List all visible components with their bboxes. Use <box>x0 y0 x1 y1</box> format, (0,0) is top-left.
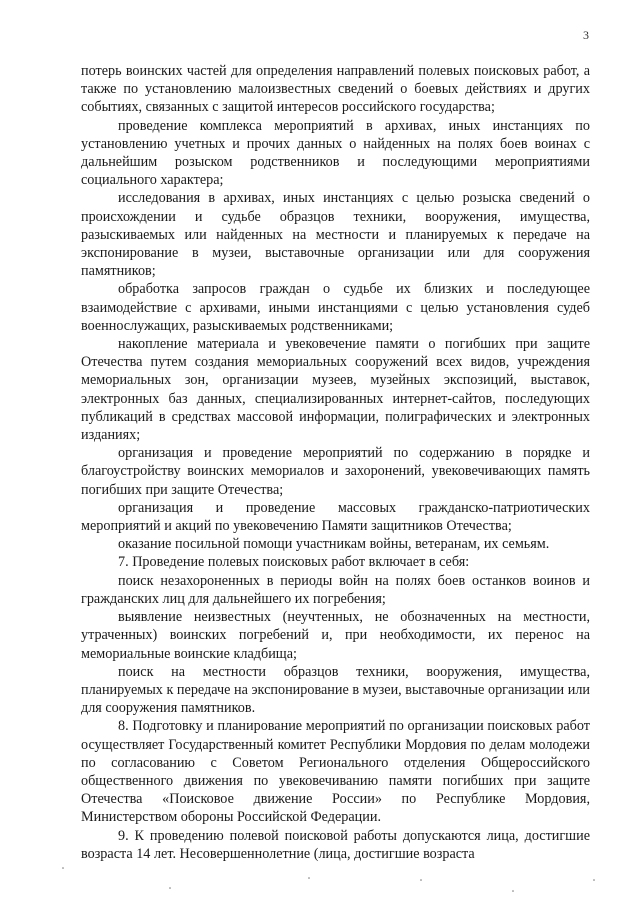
scan-dot <box>308 877 310 879</box>
paragraph-archive-research: исследования в архивах, иных инстанциях с целью розыска сведений о происхождении и судьбе образцов техники, вооружения, имущества, разыскиваемых или найденных на местности и планируемых к передаче на экспонирование в музеи, выставочные организации или для сооружения памятников; <box>81 190 590 280</box>
paragraph-unknown-graves: выявление неизвестных (неучтенных, не обозначенных на местности, утраченных) воинских погребений и, при необходимости, их перенос на мемориальные воинские кладбища; <box>81 609 590 662</box>
scan-dot <box>512 890 514 892</box>
scan-dot <box>420 879 422 881</box>
paragraph-archive-measures: проведение комплекса мероприятий в архивах, иных инстанциях по установлению учетных и прочих данных о найденных на полях боев воинах с дальнейшим розыском родственников и последующими мероприятиями социального характера; <box>81 117 590 189</box>
paragraph-continued: потерь воинских частей для определения направлений полевых поисковых работ, а также по установлению малоизвестных сведений о боевых действиях и других событиях, связанных с защитой интересов российского государства; <box>81 63 590 116</box>
scan-dot <box>593 879 595 881</box>
paragraph-memorialization: накопление материала и увековечение памяти о погибших при защите Отечества путем создания мемориальных сооружений всех видов, учреждения мемориальных зон, организации музеев, музейных экспозиций, выставок, электронных баз данных, специализированных интернет-сайтов, последующих публикаций в средствах массовой информации, полиграфических и электронных изданиях; <box>81 336 590 444</box>
paragraph-citizen-requests: обработка запросов граждан о судьбе их близких и последующее взаимодействие с архивами, иными инстанциями с целью установления судеб военнослужащих, разыскиваемых родственниками; <box>81 281 590 334</box>
section-8-paragraph: 8. Подготовку и планирование мероприятий по организации поисковых работ осуществляет Государственный комитет Республики Мордовия по делам молодежи по согласованию с Советом Регионального отделения Общероссийского общественного движения по увековечиванию памяти погибших при защите Отечества «Поисковое движение России» по Республике Мордовия, Министерством обороны Российской Федерации. <box>81 718 590 826</box>
section-9-paragraph: 9. К проведению полевой поисковой работы допускаются лица, достигшие возраста 14 лет. Несовершеннолетние (лица, достигшие возраста <box>81 827 590 862</box>
section-7-heading: 7. Проведение полевых поисковых работ включает в себя: <box>118 554 470 571</box>
paragraph-equipment-search: поиск на местности образцов техники, вооружения, имущества, планируемых к передаче на экспонирование в музеи, выставочные организации или для сооружения памятников. <box>81 663 590 717</box>
paragraph-remains-search: поиск незахороненных в периоды войн на полях боев останков воинов и гражданских лиц для дальнейшего их погребения; <box>81 572 590 607</box>
scan-dot <box>169 887 171 889</box>
paragraph-patriotic-events: организация и проведение массовых гражданско-патриотических мероприятий и акций по увековечению Памяти защитников Отечества; <box>81 499 590 535</box>
paragraph-veteran-support: оказание посильной помощи участникам войны, ветеранам, их семьям. <box>118 536 550 553</box>
paragraph-memorial-maintenance: организация и проведение мероприятий по содержанию в порядке и благоустройству воинских мемориалов и захоронений, увековечивающих память погибших при защите Отечества; <box>81 445 590 498</box>
page-number: 3 <box>583 28 589 42</box>
scan-dot <box>62 867 64 869</box>
document-body <box>81 62 590 863</box>
